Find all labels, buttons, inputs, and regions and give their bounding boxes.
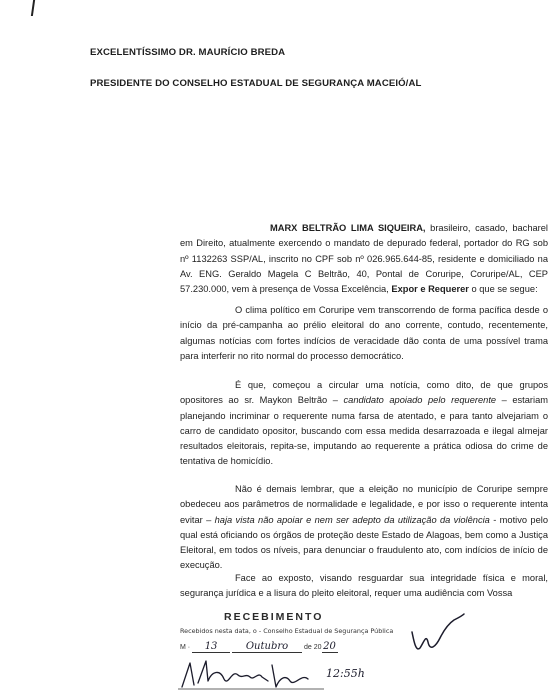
reminder-italic: haja vista não apoiar e nem ser adepto da utilização da violência [214, 514, 490, 525]
stamp-year-prefix: de 20 [303, 644, 322, 651]
stamp-signature-row [176, 657, 396, 691]
stamp-time: 12:55h [326, 667, 365, 680]
addressee-title-line: PRESIDENTE DO CONSELHO ESTADUAL DE SEGURANÇA MACEIÓ/AL [90, 78, 422, 89]
stamp-title: RECEBIMENTO [224, 611, 324, 623]
allegation-paragraph [180, 378, 548, 470]
qualification-end: o que se segue: [468, 284, 538, 295]
stamp-day: 13 [192, 641, 230, 653]
margin-initials [408, 612, 468, 656]
stamp-month: Outubro [232, 641, 302, 653]
requester-name: MARX BELTRÃO LIMA SIQUEIRA, [270, 223, 426, 233]
allegation-text-1: É que, começou a circular uma notícia, como dito, de que grupos opositores ao sr. Maykon Beltrão – [180, 380, 548, 406]
addressee-line: EXCELENTÍSSIMO DR. MAURÍCIO BREDA [90, 47, 286, 58]
qualification-text: brasileiro, casado, bacharel em Direito, atualmente exercendo o mandato de depurado federal, portador do RG sob nº 1132263 SSP/AL, inscrito no CPF sob nº 026.965.644-85, residente e domiciliado na Av. ENG. Geraldo Magela C Beltrão, 40, Pontal de Coruripe, Coruripe/AL, CEP 57.230.000, vem à presença de Vossa Excelência, [180, 223, 548, 295]
reminder-paragraph [180, 482, 548, 574]
receipt-stamp [168, 611, 398, 696]
handwritten-signature [176, 657, 326, 691]
stamp-year: 20 [323, 641, 336, 652]
request-paragraph [180, 571, 548, 602]
context-paragraph [180, 303, 548, 364]
action-phrase: Expor e Requerer [391, 284, 469, 295]
stamp-date-line [180, 641, 338, 653]
allegation-text-2: – estariam planejando incriminar o requerente numa farsa de atentado, e para tanto alvejariam o carro de candidato opositor, buscando com essa medida desarrazoada e ilegal almejar resultados eleitorais, repita-se, imputando ao requerente a prática odiosa do crime de tentativa de homicídio. [180, 395, 548, 467]
reminder-text-2: - motivo pelo qual está oficiando os órgãos de proteção deste Estado de Alagoas, bem como a Justiça Eleitoral, em todos os níveis, para denunciar o fraudulento ato, com indícios de início de execução. [180, 514, 548, 571]
request-text: Face ao exposto, visando resguardar sua integridade física e moral, segurança jurídica e a lisura do pleito eleitoral, requer uma audiência com Vossa [180, 573, 548, 599]
context-text: O clima político em Coruripe vem transcorrendo de forma pacífica desde o início da pré-campanha ao prélio eleitoral do ano corrente, contudo, recentemente, algumas notícias com fortes indícios de veracidade dão conta de uma possível trama para interferir no rito normal do processo democrático. [180, 305, 548, 361]
stamp-day-prefix: M · [180, 644, 193, 651]
margin-mark [31, 0, 35, 16]
qualification-paragraph [180, 221, 548, 297]
stamp-received-line: Recebidos nesta data, o - Conselho Estadual de Segurança Pública [180, 627, 394, 635]
allegation-italic: candidato apoiado pelo requerente [343, 395, 497, 406]
reminder-text-1: Não é demais lembrar, que a eleição no município de Coruripe sempre obedeceu aos parâmetros de normalidade e legalidade, e por isso o requerente intenta evitar – [180, 484, 548, 525]
